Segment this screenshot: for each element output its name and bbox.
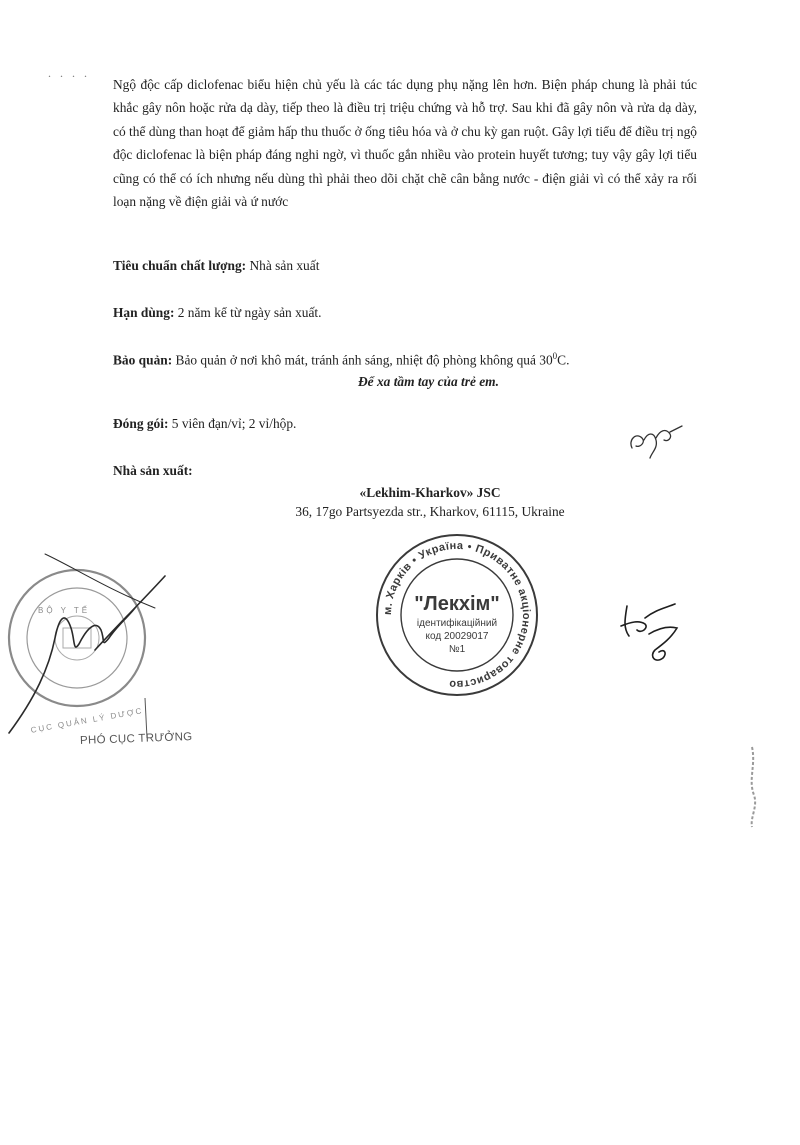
packaging-value: 5 viên đạn/vỉ; 2 vỉ/hộp.	[168, 416, 297, 431]
storage-value: Bảo quản ở nơi khô mát, tránh ánh sáng, nhiệt độ phòng không quá 30	[172, 352, 553, 368]
scan-mark: . . . .	[48, 66, 90, 80]
manufacturer-field	[113, 463, 193, 479]
scan-edge-mark	[742, 745, 762, 830]
packaging-label: Đóng gói:	[113, 416, 169, 431]
company-stamp-line2: код 20029017	[425, 631, 489, 642]
expiry-field	[113, 305, 322, 321]
quality-standard-field	[113, 258, 319, 274]
deputy-director-caption: PHÓ CỤC TRƯỞNG	[79, 731, 193, 747]
packaging-field	[113, 416, 296, 432]
quality-standard-value: Nhà sản xuất	[246, 258, 320, 273]
storage-degree: 0	[552, 351, 558, 361]
storage-field	[113, 351, 569, 368]
storage-label: Bảo quản:	[113, 352, 173, 368]
initials-signature-top	[626, 418, 686, 463]
expiry-label: Hạn dùng:	[113, 305, 175, 320]
manufacturer-signature	[615, 598, 690, 673]
company-stamp-ring-text: м. Харків • Україна • Приватне акціонерне товариство	[381, 539, 533, 691]
expiry-value: 2 năm kể từ ngày sản xuất.	[174, 305, 322, 320]
ministry-stamp-bottom-text: CỤC QUẢN LÝ DƯỢC	[30, 706, 145, 735]
overdose-paragraph: Ngộ độc cấp diclofenac biểu hiện chủ yếu là các tác dụng phụ nặng lên hơn. Biện pháp chung là phải túc khắc gây nôn hoặc rửa dạ dày, tiếp theo là điều trị triệu chứng và hỗ trợ. Sau khi đã gây nôn và rửa dạ dày, có thể dùng than hoạt để giảm hấp thu thuốc ở ống tiêu hóa và ở chu kỳ gan ruột. Gây lợi tiểu để điều trị ngộ độc diclofenac là biện pháp đáng nghi ngờ, vì thuốc gắn nhiều vào protein huyết tương; tuy vậy gây lợi tiểu cũng có thể có ích nhưng nếu dùng thì phải theo dõi chặt chẽ cân bằng nước - điện giải vì có thể xảy ra rối loạn nặng về điện giải và ứ nước	[113, 77, 697, 210]
company-stamp-line3: №1	[448, 644, 466, 655]
child-warning: Để xa tầm tay của trẻ em.	[358, 374, 499, 389]
manufacturer-name: «Lekhim-Kharkov» JSC	[359, 485, 501, 500]
ministry-stamp-top-text: BỘ Y TẾ	[38, 606, 91, 615]
quality-standard-label: Tiêu chuẩn chất lượng:	[113, 258, 247, 273]
manufacturer-address: 36, 17go Partsyezda str., Kharkov, 61115, Ukraine	[295, 504, 565, 519]
company-stamp-line1: ідентифікаційний	[416, 618, 498, 629]
manufacturer-label: Nhà sản xuất:	[113, 463, 193, 478]
storage-unit: C.	[557, 352, 570, 368]
company-stamp-brand: "Лекхім"	[414, 593, 500, 615]
